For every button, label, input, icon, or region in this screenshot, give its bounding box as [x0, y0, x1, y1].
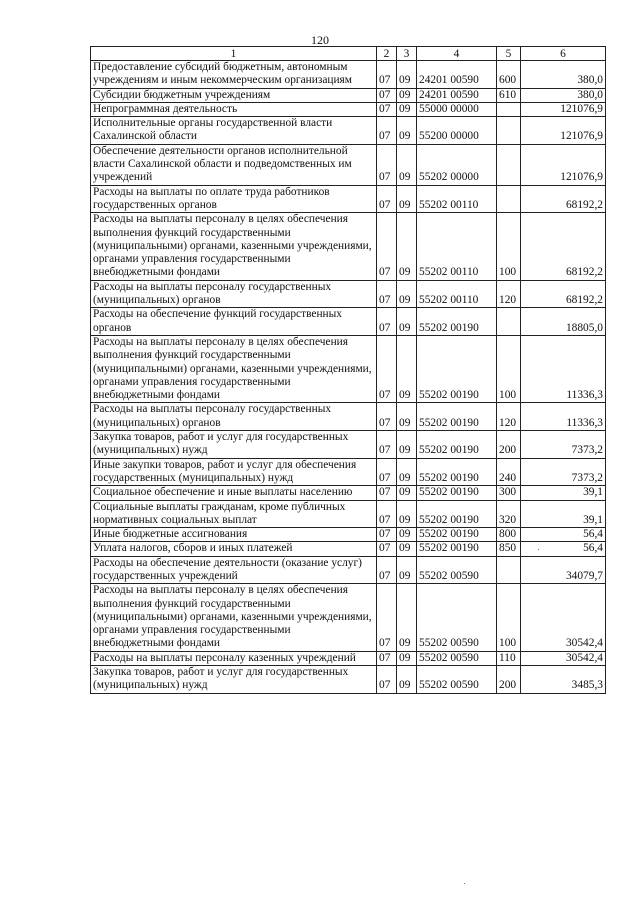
page-number: 120: [311, 33, 329, 47]
table-row: [91, 666, 606, 694]
row-expense-type-cell: 100: [497, 213, 521, 280]
row-name-cell: Непрограммная деятельность: [91, 102, 377, 116]
row-section-cell: 07: [377, 542, 397, 556]
row-name-cell: Расходы на выплаты персоналу государственных (муниципальных) органов: [91, 280, 377, 308]
row-subsection-cell: 09: [397, 584, 417, 651]
row-target-article-cell: 55202 00590: [417, 666, 497, 694]
row-amount-cell: 30542,4: [521, 584, 606, 651]
row-name-cell: Социальное обеспечение и иные выплаты населению: [91, 486, 377, 500]
row-target-article-cell: 55200 00000: [417, 117, 497, 145]
row-subsection-cell: 09: [397, 335, 417, 402]
row-target-article-cell: 55202 00000: [417, 144, 497, 185]
row-target-article-cell: 24201 00590: [417, 88, 497, 102]
row-name-cell: Социальные выплаты гражданам, кроме публичных нормативных социальных выплат: [91, 500, 377, 528]
table-row: [91, 556, 606, 584]
row-section-cell: 07: [377, 584, 397, 651]
row-amount-cell: 56,4: [521, 528, 606, 542]
row-amount-cell: 121076,9: [521, 102, 606, 116]
header-col-1: 1: [91, 47, 377, 61]
row-target-article-cell: 55202 00190: [417, 431, 497, 459]
table-row: [91, 61, 606, 89]
row-name-cell: Расходы на обеспечение деятельности (оказание услуг) государственных учреждений: [91, 556, 377, 584]
header-col-5: 5: [497, 47, 521, 61]
table-row: [91, 651, 606, 665]
row-expense-type-cell: 120: [497, 280, 521, 308]
row-expense-type-cell: 300: [497, 486, 521, 500]
table-row: [91, 403, 606, 431]
table-row: [91, 500, 606, 528]
table-row: [91, 280, 606, 308]
table-row: [91, 584, 606, 651]
row-expense-type-cell: 100: [497, 584, 521, 651]
row-name-cell: Расходы на обеспечение функций государственных органов: [91, 308, 377, 336]
row-expense-type-cell: [497, 556, 521, 584]
table-row: [91, 542, 606, 556]
row-amount-cell: 39,1: [521, 500, 606, 528]
row-name-cell: Иные бюджетные ассигнования: [91, 528, 377, 542]
row-name-cell: Субсидии бюджетным учреждениям: [91, 88, 377, 102]
row-amount-cell: 11336,3: [521, 335, 606, 402]
row-subsection-cell: 09: [397, 651, 417, 665]
row-target-article-cell: 55202 00590: [417, 651, 497, 665]
row-amount-cell: 380,0: [521, 88, 606, 102]
row-name-cell: Обеспечение деятельности органов исполнительной власти Сахалинской области и подведомственных им учреждений: [91, 144, 377, 185]
table-row: [91, 431, 606, 459]
table-row: [91, 185, 606, 213]
scan-speck: [464, 883, 465, 884]
header-col-2: 2: [377, 47, 397, 61]
row-target-article-cell: 55202 00590: [417, 584, 497, 651]
row-section-cell: 07: [377, 144, 397, 185]
row-target-article-cell: 55202 00190: [417, 528, 497, 542]
row-name-cell: Расходы на выплаты персоналу государственных (муниципальных) органов: [91, 403, 377, 431]
row-expense-type-cell: 600: [497, 61, 521, 89]
row-expense-type-cell: 110: [497, 651, 521, 665]
row-target-article-cell: 55000 00000: [417, 102, 497, 116]
row-subsection-cell: 09: [397, 213, 417, 280]
row-target-article-cell: 55202 00110: [417, 185, 497, 213]
row-expense-type-cell: 850: [497, 542, 521, 556]
table-row: [91, 144, 606, 185]
row-expense-type-cell: [497, 308, 521, 336]
row-subsection-cell: 09: [397, 666, 417, 694]
row-amount-cell: 68192,2: [521, 185, 606, 213]
row-expense-type-cell: [497, 185, 521, 213]
table-row: [91, 213, 606, 280]
budget-table: [90, 46, 606, 694]
table-row: [91, 458, 606, 486]
row-section-cell: 07: [377, 458, 397, 486]
row-expense-type-cell: 800: [497, 528, 521, 542]
row-subsection-cell: 09: [397, 556, 417, 584]
row-amount-cell: 39,1: [521, 486, 606, 500]
row-target-article-cell: 55202 00190: [417, 486, 497, 500]
row-name-cell: Уплата налогов, сборов и иных платежей: [91, 542, 377, 556]
row-subsection-cell: 09: [397, 61, 417, 89]
row-subsection-cell: 09: [397, 403, 417, 431]
row-section-cell: 07: [377, 280, 397, 308]
table-row: [91, 528, 606, 542]
row-name-cell: Предоставление субсидий бюджетным, автономным учреждениям и иным некоммерческим организациям: [91, 61, 377, 89]
row-target-article-cell: 55202 00110: [417, 213, 497, 280]
row-subsection-cell: 09: [397, 117, 417, 145]
row-expense-type-cell: 320: [497, 500, 521, 528]
row-name-cell: Расходы на выплаты персоналу в целях обеспечения выполнения функций государственными (муниципальными) органами, казенными учреждениями, органами управления государственными внебюджетными фондами: [91, 335, 377, 402]
row-expense-type-cell: 100: [497, 335, 521, 402]
row-target-article-cell: 55202 00190: [417, 458, 497, 486]
row-target-article-cell: 55202 00190: [417, 542, 497, 556]
row-amount-cell: 121076,9: [521, 144, 606, 185]
row-expense-type-cell: 200: [497, 431, 521, 459]
row-section-cell: 07: [377, 431, 397, 459]
row-name-cell: Закупка товаров, работ и услуг для государственных (муниципальных) нужд: [91, 666, 377, 694]
row-section-cell: 07: [377, 308, 397, 336]
row-subsection-cell: 09: [397, 308, 417, 336]
row-section-cell: 07: [377, 185, 397, 213]
row-amount-cell: 56,4: [521, 542, 606, 556]
row-expense-type-cell: 120: [497, 403, 521, 431]
row-section-cell: 07: [377, 117, 397, 145]
header-col-6: 6: [521, 47, 606, 61]
row-expense-type-cell: [497, 117, 521, 145]
scan-speck: [538, 549, 539, 550]
row-section-cell: 07: [377, 213, 397, 280]
row-expense-type-cell: 610: [497, 88, 521, 102]
row-section-cell: 07: [377, 556, 397, 584]
row-section-cell: 07: [377, 500, 397, 528]
row-subsection-cell: 09: [397, 458, 417, 486]
row-expense-type-cell: 200: [497, 666, 521, 694]
row-section-cell: 07: [377, 666, 397, 694]
row-target-article-cell: 55202 00190: [417, 500, 497, 528]
row-amount-cell: 121076,9: [521, 117, 606, 145]
row-name-cell: Иные закупки товаров, работ и услуг для обеспечения государственных (муниципальных) нужд: [91, 458, 377, 486]
row-amount-cell: 18805,0: [521, 308, 606, 336]
row-expense-type-cell: [497, 144, 521, 185]
row-name-cell: Закупка товаров, работ и услуг для государственных (муниципальных) нужд: [91, 431, 377, 459]
row-section-cell: 07: [377, 651, 397, 665]
row-subsection-cell: 09: [397, 280, 417, 308]
row-subsection-cell: 09: [397, 144, 417, 185]
header-col-3: 3: [397, 47, 417, 61]
row-expense-type-cell: 240: [497, 458, 521, 486]
row-target-article-cell: 55202 00190: [417, 308, 497, 336]
row-amount-cell: 7373,2: [521, 458, 606, 486]
row-amount-cell: 7373,2: [521, 431, 606, 459]
row-amount-cell: 68192,2: [521, 213, 606, 280]
row-subsection-cell: 09: [397, 542, 417, 556]
row-name-cell: Расходы на выплаты персоналу в целях обеспечения выполнения функций государственными (муниципальными) органами, казенными учреждениями, органами управления государственными внебюджетными фондами: [91, 584, 377, 651]
row-target-article-cell: 24201 00590: [417, 61, 497, 89]
row-section-cell: 07: [377, 528, 397, 542]
row-amount-cell: 11336,3: [521, 403, 606, 431]
table-row: [91, 486, 606, 500]
row-subsection-cell: 09: [397, 102, 417, 116]
table-row: [91, 88, 606, 102]
table-body: [91, 61, 606, 694]
row-amount-cell: 34079,7: [521, 556, 606, 584]
table-row: [91, 335, 606, 402]
row-target-article-cell: 55202 00110: [417, 280, 497, 308]
row-section-cell: 07: [377, 88, 397, 102]
row-amount-cell: 380,0: [521, 61, 606, 89]
row-subsection-cell: 09: [397, 431, 417, 459]
table-row: [91, 117, 606, 145]
row-section-cell: 07: [377, 486, 397, 500]
row-target-article-cell: 55202 00190: [417, 403, 497, 431]
row-target-article-cell: 55202 00190: [417, 335, 497, 402]
row-name-cell: Расходы на выплаты по оплате труда работников государственных органов: [91, 185, 377, 213]
row-subsection-cell: 09: [397, 528, 417, 542]
row-subsection-cell: 09: [397, 486, 417, 500]
row-amount-cell: 68192,2: [521, 280, 606, 308]
row-amount-cell: 3485,3: [521, 666, 606, 694]
row-subsection-cell: 09: [397, 500, 417, 528]
row-subsection-cell: 09: [397, 88, 417, 102]
row-section-cell: 07: [377, 335, 397, 402]
row-name-cell: Расходы на выплаты персоналу в целях обеспечения выполнения функций государственными (муниципальными) органами, казенными учреждениями, органами управления государственными внебюджетными фондами: [91, 213, 377, 280]
row-amount-cell: 30542,4: [521, 651, 606, 665]
row-section-cell: 07: [377, 61, 397, 89]
row-section-cell: 07: [377, 102, 397, 116]
row-section-cell: 07: [377, 403, 397, 431]
row-subsection-cell: 09: [397, 185, 417, 213]
row-name-cell: Исполнительные органы государственной власти Сахалинской области: [91, 117, 377, 145]
row-expense-type-cell: [497, 102, 521, 116]
row-name-cell: Расходы на выплаты персоналу казенных учреждений: [91, 651, 377, 665]
table-row: [91, 102, 606, 116]
table-header-row: [91, 47, 606, 61]
row-target-article-cell: 55202 00590: [417, 556, 497, 584]
table-row: [91, 308, 606, 336]
header-col-4: 4: [417, 47, 497, 61]
